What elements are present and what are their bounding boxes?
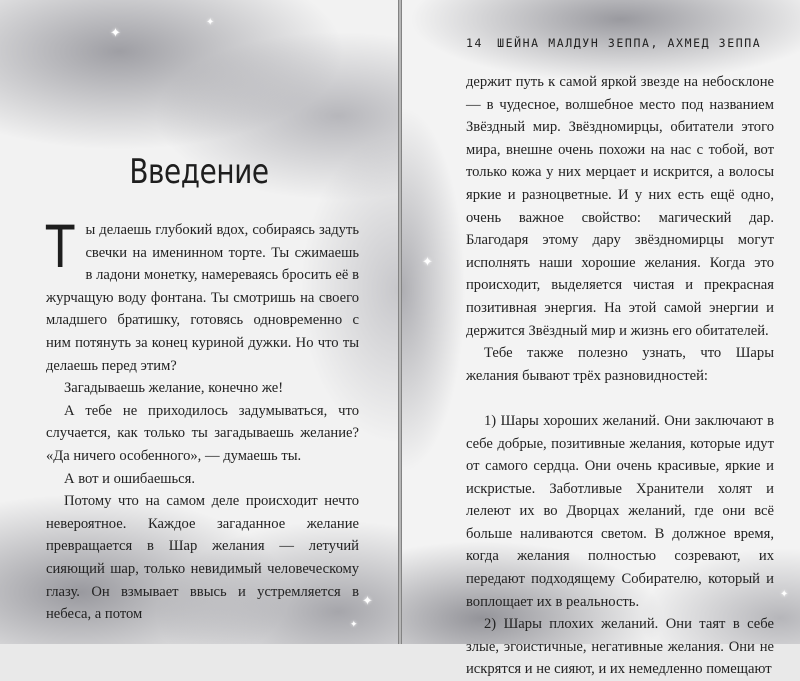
star-icon: ✦ [422, 254, 433, 269]
list-item: 2) Шары плохих желаний. Они таят в себе злые, эгоистичные, негативные желания. Они не искрятся и не сияют, и их немедленно помещают [466, 616, 774, 678]
star-icon: ✦ [206, 17, 215, 28]
paragraph-text: ы делаешь глубокий вдох, собираясь задуть свечки на именинном торте. Ты сжимаешь в ладони монетку, намереваясь бросить её в журчащую воду фонтана. Ты смотришь на своего младшего братишку, готовясь одновременно с ним потянуть за конец куриной дужки. Но что ты делаешь перед этим? [46, 222, 359, 374]
star-icon: ✦ [780, 589, 789, 600]
star-icon: ✦ [110, 25, 121, 40]
star-icon: ✦ [362, 593, 373, 608]
paragraph [46, 213, 359, 377]
left-page-body [46, 213, 359, 626]
running-head-authors: ШЕЙНА МАЛДУН ЗЕППА, АХМЕД ЗЕППА [497, 36, 762, 50]
chapter-title: Введение [129, 152, 269, 192]
paragraph: Загадываешь желание, конечно же! [64, 380, 284, 397]
list-item: 1) Шары хороших желаний. Они заключают в себе добрые, позитивные желания, которые идут от самого сердца. Они очень красивые, яркие и искристые. Заботливые Хранители холят и лелеют их во Дворцах желаний, где они всё больше наливаются светом. В должное время, когда желания полностью созревают, их передают подходящему Собирателю, который и воплощает их в реальность. [466, 412, 774, 610]
right-page [402, 0, 800, 678]
paragraph: держит путь к самой яркой звезде на небосклоне — в чудесное, волшебное место под названием Звёздный мир. Звёздномирцы, обитатели этого мира, внешне очень похожи на нас с тобой, вот только кожа у них мерцает и искрится, а волосы яркие и разноцветные. И у них есть ещё одно, очень важное свойство: магический дар. Благодаря этому дару звёздномирцы могут исполнять наши хорошие желания. Когда это происходит, выделяется чистая и прекрасная позитивная энергия. На этой самой энергии и держится Звёздный мир и жизнь его обитателей. [466, 74, 774, 339]
paragraph: А вот и ошибаешься. [64, 470, 196, 487]
paragraph: Тебе также полезно узнать, что Шары желания бывают трёх разновидностей: [466, 345, 774, 384]
star-icon: ✦ [350, 619, 358, 629]
right-page-body [466, 71, 774, 681]
page-number: 14 [466, 36, 484, 50]
running-head [466, 36, 776, 50]
paragraph: Потому что на самом деле происходит нечто невероятное. Каждое загаданное желание превращается в Шар желания — летучий сияющий шар, только невидимый человеческому глазу. Он взмывает ввысь и устремляется в небеса, а потом [46, 493, 359, 623]
drop-cap: Т [46, 213, 75, 281]
left-page [0, 0, 398, 644]
paragraph: А тебе не приходилось задумываться, что случается, как только ты загадываешь желание? «Да ничего особенного», — думаешь ты. [46, 402, 359, 464]
